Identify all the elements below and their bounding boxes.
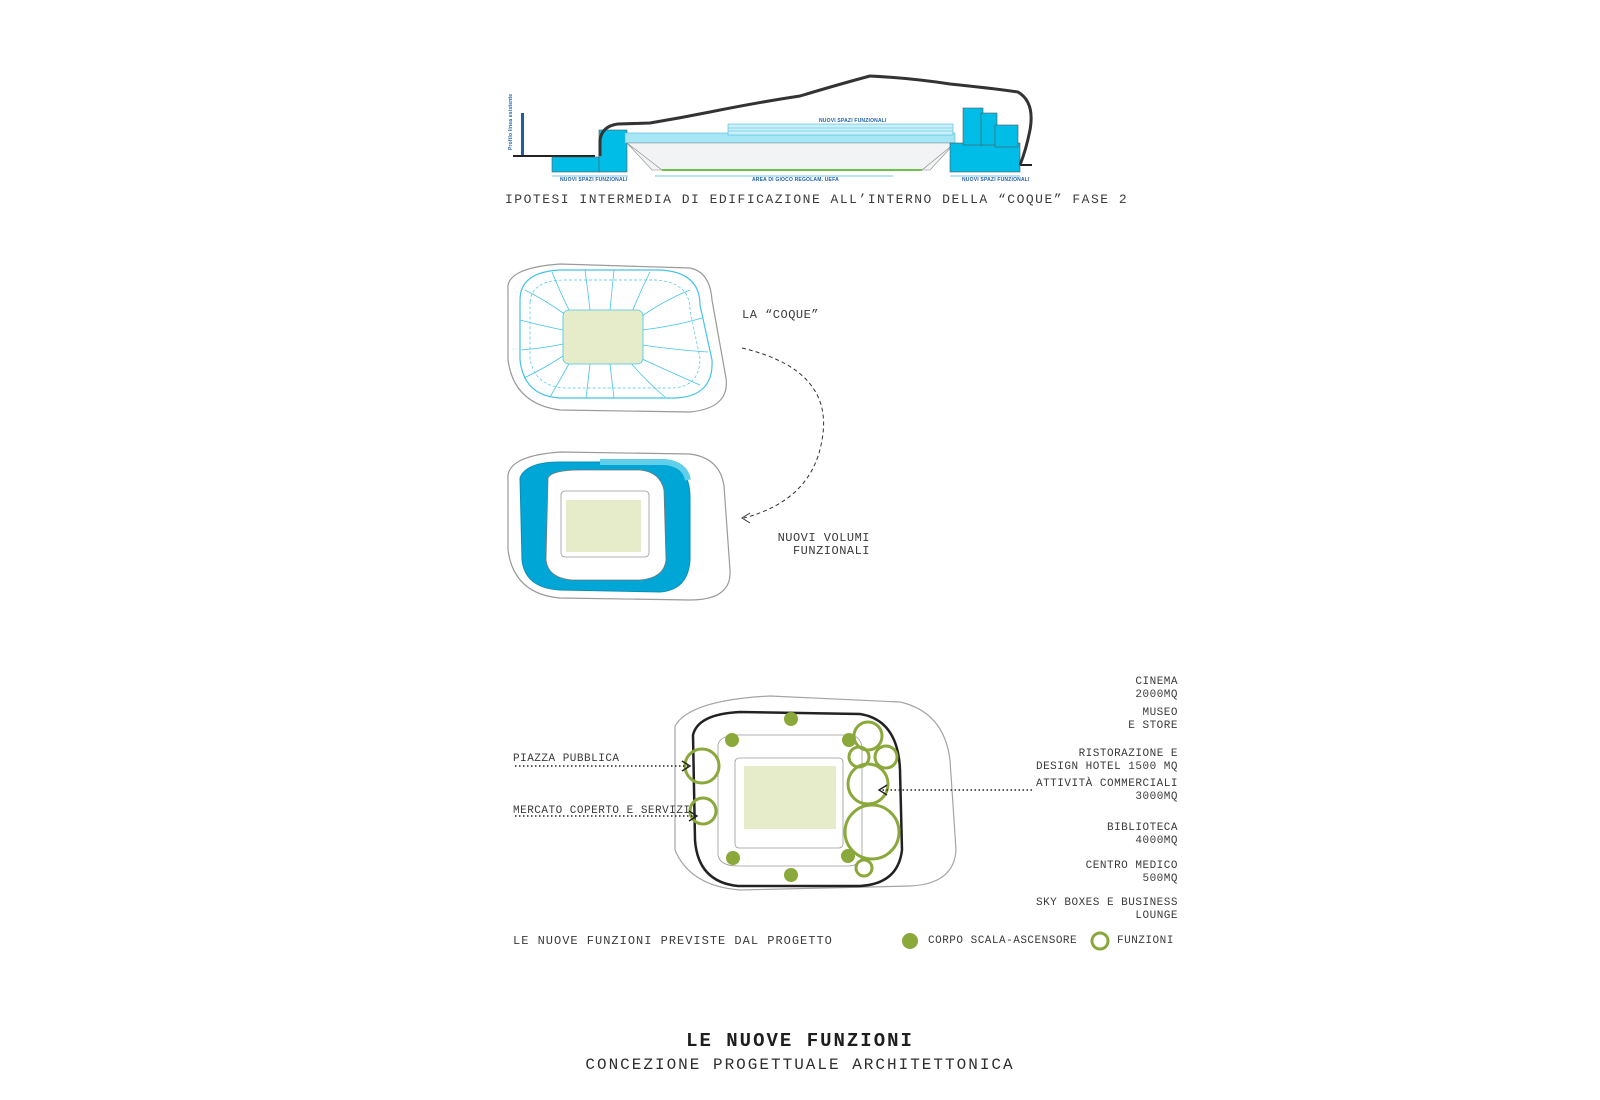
- legend-functions-label: FUNZIONI: [1117, 935, 1174, 947]
- plan-functions: [515, 696, 1032, 890]
- legend-stair-elevator-label: CORPO SCALA-ASCENSORE: [928, 935, 1078, 947]
- label-mercato-coperto: MERCATO COPERTO E SERVIZI: [513, 805, 691, 817]
- label-centro-medico-area: 500MQ: [1142, 873, 1178, 885]
- label-museo-detail: E STORE: [1128, 720, 1178, 732]
- label-cinema: [1000, 676, 1178, 702]
- pitch-coque: [563, 310, 643, 364]
- label-attivita-area: 3000MQ: [1135, 791, 1178, 803]
- page-title: LE NUOVE FUNZIONI: [686, 1030, 914, 1052]
- section-label-right: NUOVI SPAZI FUNZIONALI: [962, 177, 1030, 183]
- right-tower: [963, 108, 983, 145]
- legend-filled-symbol: [902, 933, 918, 949]
- right-low-block: [950, 143, 1020, 172]
- inner-stands: [627, 143, 955, 170]
- label-ristorazione-name: RISTORAZIONE E: [1078, 748, 1178, 760]
- page-subtitle: CONCEZIONE PROGETTUALE ARCHITETTONICA: [585, 1056, 1015, 1074]
- label-ristorazione: [1000, 748, 1178, 774]
- section-label-top: NUOVI SPAZI FUNZIONALI: [819, 118, 887, 124]
- top-light-band: [728, 124, 953, 135]
- left-low-block: [552, 157, 600, 172]
- pitch-functions: [744, 766, 836, 829]
- label-biblioteca-area: 4000MQ: [1135, 835, 1178, 847]
- label-centro-medico-name: CENTRO MEDICO: [1085, 860, 1178, 872]
- plan-volumes: [508, 452, 730, 600]
- section-caption: IPOTESI INTERMEDIA DI EDIFICAZIONE ALL’INTERNO DELLA “COQUE” FASE 2: [505, 192, 1129, 207]
- label-cinema-area: 2000MQ: [1135, 689, 1178, 701]
- label-sky-boxes-detail: LOUNGE: [1135, 910, 1178, 922]
- label-sky-boxes: [1000, 897, 1178, 923]
- section-label-left: NUOVI SPAZI FUNZIONALI: [560, 177, 628, 183]
- label-museo-name: MUSEO: [1142, 707, 1178, 719]
- plan-coque: [508, 264, 727, 412]
- section-label-vertical: Profilo linea esistente: [508, 93, 514, 150]
- label-cinema-name: CINEMA: [1135, 676, 1178, 688]
- label-piazza-pubblica: PIAZZA PUBBLICA: [513, 753, 620, 765]
- left-tall-block: [599, 130, 627, 172]
- pitch-volumes: [566, 500, 641, 552]
- label-attivita-commerciali: [1000, 778, 1178, 804]
- label-biblioteca: [1000, 822, 1178, 848]
- label-ristorazione-area: DESIGN HOTEL 1500 MQ: [1035, 761, 1178, 773]
- vertical-marker: [521, 113, 524, 155]
- label-centro-medico: [1000, 860, 1178, 886]
- legend-ring-symbol: [1092, 933, 1108, 949]
- coque-label: LA “COQUE”: [742, 308, 820, 322]
- transition-arrow: [742, 348, 824, 518]
- label-sky-boxes-name: SKY BOXES E BUSINESS: [1035, 897, 1178, 909]
- label-museo: [1000, 707, 1178, 733]
- functions-caption: LE NUOVE FUNZIONI PREVISTE DAL PROGETTO: [513, 934, 833, 948]
- section-label-center: AREA DI GIOCO REGOLAM. UEFA: [752, 177, 839, 183]
- volumes-label-line2: FUNZIONALI: [792, 544, 870, 558]
- label-biblioteca-name: BIBLIOTECA: [1106, 822, 1178, 834]
- label-attivita-name: ATTIVITÀ COMMERCIALI: [1035, 778, 1178, 790]
- volumes-label-line1: NUOVI VOLUMI: [777, 531, 870, 545]
- stadium-section: [513, 76, 1032, 176]
